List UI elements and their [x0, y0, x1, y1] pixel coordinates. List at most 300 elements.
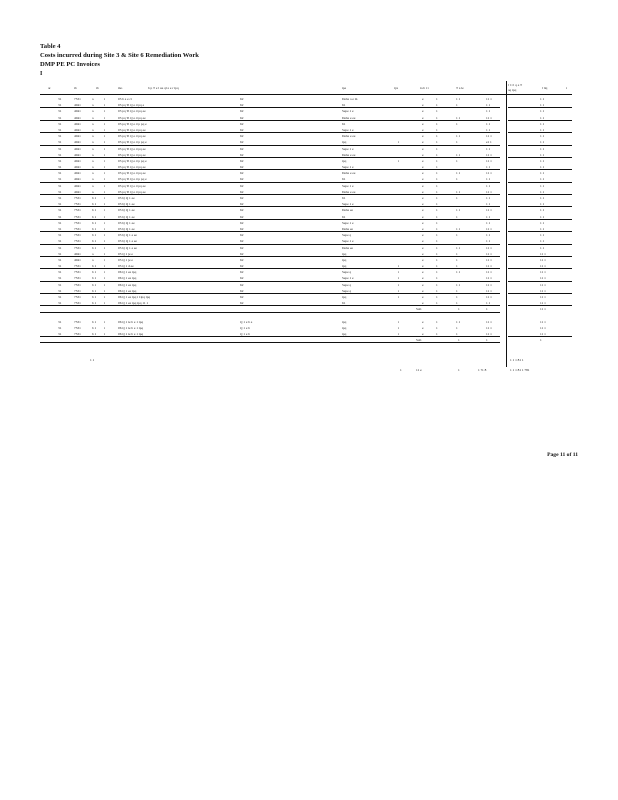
table-cell: 31 [58, 121, 62, 126]
table-cell: i [104, 103, 105, 108]
table-cell: 03 Q 1 d ee [118, 264, 134, 269]
table-cell: 03 b e e ct [118, 97, 132, 101]
table-title: Costs incurred during Site 3 & Site 6 Remediation Work [40, 52, 199, 59]
table-cell: 03 pq Ti Q e d pq ee [118, 109, 146, 114]
table-cell: 06 Q 1 ie b e 1 ipq [118, 331, 144, 336]
table-cell: 1 1 [540, 183, 545, 188]
table-cell: 1 [436, 233, 438, 238]
table-cell: 03 pq Ti Q e d p pq e [118, 158, 147, 163]
table-cell: i [104, 245, 105, 250]
table-cell: 1 1 [540, 140, 545, 145]
table-cell: 7531 [74, 239, 81, 244]
table-cell: Debe e ee [342, 152, 356, 157]
col-header: i [566, 86, 567, 90]
table-cell: 1 1 [486, 103, 491, 108]
table-cell: 1 1 [486, 127, 491, 132]
table-cell: i [104, 189, 105, 194]
table-cell: i [104, 109, 105, 114]
table-cell: 1 1 [486, 165, 491, 170]
table-cell: 7531 [74, 208, 81, 213]
table-cell: 62 [240, 97, 244, 101]
table-cell: e [422, 158, 424, 163]
table-cell: 62 [240, 245, 244, 250]
table-cell: 11 1 [486, 251, 492, 256]
table-cell: Sepe 1 e [342, 183, 354, 188]
table-cell: e [422, 189, 424, 194]
table-cell: 1 1 [540, 152, 545, 157]
table-cell: e [422, 276, 424, 281]
subtotal-cell: Sub [416, 307, 422, 312]
table-cell: 31 [58, 109, 62, 114]
table-cell: 61 [342, 214, 346, 219]
table-cell: i [398, 158, 399, 163]
table-cell: 1 [456, 288, 458, 293]
table-cell: 7531 [74, 233, 81, 238]
table-cell: 1 [456, 158, 458, 163]
table-cell: e [422, 177, 424, 182]
table-cell: 06 Q 1 ee ipq [118, 270, 137, 275]
table-cell: 31 [58, 177, 62, 182]
table-cell: 1 1 [540, 226, 545, 231]
table-cell: 62 [240, 208, 244, 213]
table-cell: 31 [58, 196, 62, 200]
table-cell: 1 [436, 103, 438, 108]
table-cell: 7531 [74, 97, 81, 101]
table-cell: 1 [436, 282, 438, 287]
table-cell: 11 1 [540, 331, 546, 336]
table-cell: 61 [342, 196, 346, 200]
table-cell: e [422, 257, 424, 262]
table-cell: 1 [456, 301, 458, 306]
table-cell: i [104, 233, 105, 238]
table-cell: 31 [58, 319, 62, 324]
table-cell: e [422, 282, 424, 287]
table-cell: e [422, 146, 424, 151]
table-cell: 11 1 [486, 319, 492, 324]
table-cell: 1 1 [540, 220, 545, 225]
table-cell: 1 [436, 171, 438, 176]
table-cell: 1 [436, 208, 438, 213]
table-cell: i [104, 134, 105, 139]
col-header: iye [394, 86, 399, 90]
table-cell: a [92, 183, 94, 188]
table-cell: 62 [240, 233, 244, 238]
table-cell: 1 [436, 177, 438, 182]
table-cell: 11 1 [486, 189, 492, 194]
table-cell: e [422, 251, 424, 256]
table-cell: b 1 [92, 325, 97, 330]
table-cell: 1 [436, 301, 438, 306]
table-cell: 7531 [74, 331, 81, 336]
table-cell: 4041 [74, 171, 81, 176]
table-cell: Sepe 1 e [342, 109, 354, 114]
table-cell: 11 1 [486, 208, 492, 213]
table-cell: 1 1 [540, 239, 545, 244]
table-cell: b 1 [92, 245, 97, 250]
table-cell: i [398, 319, 399, 324]
table-cell: b 1 [92, 319, 97, 324]
table-cell: e [422, 325, 424, 330]
table-cell: Q 1 e b [240, 325, 250, 330]
table-cell: a [92, 115, 94, 120]
table-cell: 62 [240, 288, 244, 293]
table-cell: a [92, 97, 94, 101]
table-cell: a [92, 146, 94, 151]
table-cell: Q 1 e b [240, 331, 250, 336]
col-header: ib [96, 86, 99, 90]
table-cell: Sepe q [342, 282, 352, 287]
table-cell: b 1 [92, 226, 97, 231]
table-cell: 06 Q 1 ie b e 1 ipq [118, 319, 144, 324]
table-cell: 31 [58, 251, 62, 256]
table-cell: Debe e ee [342, 189, 356, 194]
table-cell: i [104, 152, 105, 157]
table-cell: i [104, 121, 105, 126]
table-cell: 03 bj Q 1 e ee [118, 245, 137, 250]
table-cell: 1 [456, 103, 458, 108]
table-cell: 1 [436, 202, 438, 207]
table-cell: 11 1 [486, 257, 492, 262]
table-cell: 31 [58, 208, 62, 213]
table-cell: 03 pq Ti Q e d pq ee [118, 127, 146, 132]
table-cell: 7531 [74, 276, 81, 281]
table-cell: 61 [342, 103, 346, 108]
table-cell: 4041 [74, 165, 81, 170]
table-cell: ipq [342, 158, 347, 163]
table-cell: 1 1 [486, 239, 491, 244]
table-cell: 11 1 [486, 97, 492, 101]
subtotal-cell: Sub [416, 338, 422, 343]
table-cell: Sepe 1 e [342, 276, 354, 281]
table-cell: 11 1 [486, 158, 492, 163]
table-cell: 62 [240, 301, 244, 306]
table-cell: b 1 [92, 196, 97, 200]
table-cell: 1 [456, 121, 458, 126]
table-cell: b 1 [92, 264, 97, 269]
total-value: 1 [400, 368, 402, 372]
table-cell: 1 1 [486, 109, 491, 114]
table-cell: Sepe 1 e [342, 127, 354, 132]
table-cell: b 1 [92, 270, 97, 275]
table-cell: 1 1 [456, 282, 461, 287]
table-cell: 31 [58, 140, 62, 145]
table-cell: 61 [342, 121, 346, 126]
table-cell: 31 [58, 276, 62, 281]
table-cell: 62 [240, 270, 244, 275]
table-cell: 1 1 [540, 158, 545, 163]
table-cell: 31 [58, 245, 62, 250]
table-cell: 1 1 [456, 152, 461, 157]
table-cell: 1 [456, 140, 458, 145]
table-cell: 31 [58, 158, 62, 163]
table-number: Table 4 [40, 43, 61, 50]
table-cell: i [104, 288, 105, 293]
table-cell: 62 [240, 109, 244, 114]
table-cell: 03 pq Ti Q e d p pq e [118, 121, 147, 126]
subtotal-row [0, 306, 618, 312]
table-cell: e [422, 152, 424, 157]
table-cell: 7531 [74, 196, 81, 200]
table-cell: 1 1 [456, 208, 461, 213]
table-cell: 31 [58, 202, 62, 207]
table-cell: 1 [436, 115, 438, 120]
table-cell: 62 [240, 134, 244, 139]
table-cell: a [92, 140, 94, 145]
table-cell: 03 pq Ti Q e d pq ee [118, 146, 146, 151]
table-cell: 1 [456, 331, 458, 336]
table-cell: 03 pq Ti Q e d pq ee [118, 165, 146, 170]
table-cell: 31 [58, 220, 62, 225]
table-cell: 31 [58, 301, 62, 306]
table-cell: a [92, 134, 94, 139]
table-cell: i [104, 325, 105, 330]
table-cell: 4041 [74, 121, 81, 126]
table-cell: ipq [342, 264, 347, 269]
table-cell: 1 1 [486, 233, 491, 238]
table-cell: 11 1 [540, 325, 546, 330]
table-cell: b 1 [92, 301, 97, 306]
table-cell: i [104, 319, 105, 324]
table-cell: 11 1 [486, 276, 492, 281]
subtotal-cell: 1 [540, 338, 542, 343]
table-cell: 03 pq Ti Q e d pq e [118, 103, 145, 108]
table-cell: a [92, 177, 94, 182]
table-cell: i [104, 158, 105, 163]
table-cell: e [422, 245, 424, 250]
table-cell: 61 [342, 177, 346, 182]
table-cell: Q 1 e b e [240, 319, 253, 324]
table-cell: i [398, 288, 399, 293]
table-cell: e [422, 331, 424, 336]
row-divider [40, 342, 500, 343]
table-cell: 1 [436, 325, 438, 330]
table-cell: 7531 [74, 295, 81, 299]
header-mark: I [40, 71, 43, 77]
table-cell: Sepe 1 e [342, 220, 354, 225]
table-cell: 1 [456, 196, 458, 200]
table-cell: 4041 [74, 251, 81, 256]
table-cell: i [104, 270, 105, 275]
table-cell: a [92, 103, 94, 108]
table-cell: 03 pq Ti Q e d pq ee [118, 115, 146, 120]
table-cell: i [104, 183, 105, 188]
table-cell: 1 1 [456, 189, 461, 194]
table-cell: 1 [456, 257, 458, 262]
table-cell: 1 [436, 214, 438, 219]
table-cell: i [104, 208, 105, 213]
table-cell: Debe e ee [342, 134, 356, 139]
table-cell: e1 1 [486, 140, 492, 145]
table-cell: 03 Q 1 je e [118, 257, 133, 262]
table-cell: 1 [436, 152, 438, 157]
table-cell: b 1 [92, 239, 97, 244]
table-cell: 1 1 [540, 121, 545, 126]
table-cell: 1 [436, 196, 438, 200]
table-cell: 03 bj Q 1 ee [118, 208, 135, 213]
table-cell: 31 [58, 226, 62, 231]
table-cell: 62 [240, 158, 244, 163]
table-cell: 06 Q 1 ie b e 1 ipq [118, 325, 144, 330]
table-cell: 4041 [74, 177, 81, 182]
table-cell: 1 [436, 158, 438, 163]
table-cell: e [422, 319, 424, 324]
table-cell: i [104, 257, 105, 262]
table-cell: Debe ee [342, 208, 354, 213]
table-cell: 1 1 [486, 196, 491, 200]
table-cell: 03 pq Ti Q e d p pq e [118, 177, 147, 182]
table-cell: 11 1 [540, 288, 546, 293]
table-cell: 62 [240, 140, 244, 145]
table-cell: 62 [240, 276, 244, 281]
col-header: b p T e l ue ql a e r ipq [148, 86, 179, 90]
table-cell: 1 [436, 183, 438, 188]
total-value: 1 ?1 8 [478, 368, 487, 372]
table-cell: 03 Q 1 je e [118, 251, 133, 256]
table-cell: b 1 [92, 276, 97, 281]
table-cell: 7531 [74, 288, 81, 293]
table-cell: 7531 [74, 214, 81, 219]
table-cell: 1 [436, 239, 438, 244]
table-cell: 11 1 [486, 134, 492, 139]
table-cell: 11 1 [486, 171, 492, 176]
table-cell: a [92, 158, 94, 163]
table-cell: 61 [342, 301, 346, 306]
table-cell: 1 [436, 226, 438, 231]
table-cell: 31 [58, 115, 62, 120]
table-cell: b 1 [92, 214, 97, 219]
table-cell: 06 Q 1 ee ipq ipq 11 1 [118, 301, 149, 306]
table-cell: a [92, 152, 94, 157]
table-cell: 03 bj Q 1 e ee [118, 239, 137, 244]
table-cell: e [422, 127, 424, 132]
table-cell: 62 [240, 282, 244, 287]
table-cell: i [104, 282, 105, 287]
table-cell: 03 pq Ti Q e d p pq e [118, 140, 147, 145]
table-cell: 1 [456, 264, 458, 269]
table-cell: 1 [456, 251, 458, 256]
table-cell: e [422, 239, 424, 244]
table-cell: 62 [240, 226, 244, 231]
table-cell: b 1 [92, 295, 97, 299]
subtotal-cell: 1 [458, 307, 460, 312]
table-cell: e [422, 202, 424, 207]
table-cell: 62 [240, 239, 244, 244]
table-cell: 1 1 [540, 202, 545, 207]
table-cell: i [104, 264, 105, 269]
subtotal-cell: 1 [486, 307, 488, 312]
table-cell: i [104, 196, 105, 200]
col-header: ib [74, 86, 77, 90]
page-number: Page 11 of 11 [547, 452, 578, 458]
table-cell: 7531 [74, 202, 81, 207]
table-cell: 1 [456, 295, 458, 299]
table-cell: 11 1 [540, 264, 546, 269]
table-cell: b 1 [92, 202, 97, 207]
subtotal-cell: 1 [458, 338, 460, 343]
table-cell: 1 1 [486, 146, 491, 151]
table-cell: e [422, 134, 424, 139]
table-cell: 11 1 [486, 295, 492, 299]
table-cell: i [398, 325, 399, 330]
total-value: 1 1 1 81 1 781 [510, 368, 530, 372]
table-cell: e [422, 115, 424, 120]
subtotal-cell: 11 1 [540, 307, 546, 312]
table-cell: e [422, 208, 424, 213]
table-cell: e [422, 121, 424, 126]
table-cell: 1 1 [540, 233, 545, 238]
table-cell: 62 [240, 196, 244, 200]
table-cell: ipq [342, 325, 347, 330]
table-cell: ipq [342, 319, 347, 324]
table-cell: i [104, 251, 105, 256]
table-cell: 7531 [74, 270, 81, 275]
table-cell: ipq [342, 140, 347, 145]
table-cell: 11 1 [540, 301, 546, 306]
table-cell: 11 1 [540, 295, 546, 299]
table-cell: 1 1 [486, 301, 491, 306]
table-cell: b 1 [92, 331, 97, 336]
table-cell: 1 [436, 140, 438, 145]
table-cell: 11 1 [486, 264, 492, 269]
table-cell: 62 [240, 146, 244, 151]
table-cell: 62 [240, 121, 244, 126]
table-cell: Debe ee [342, 226, 354, 231]
table-cell: 1 [436, 270, 438, 275]
table-cell: 31 [58, 97, 62, 101]
table-cell: i [398, 270, 399, 275]
table-cell: 1 1 [486, 183, 491, 188]
table-cell: e [422, 264, 424, 269]
table-cell: 1 [456, 177, 458, 182]
table-cell: e [422, 140, 424, 145]
table-cell: 31 [58, 171, 62, 176]
table-cell: 1 1 [486, 121, 491, 126]
table-cell: 1 1 [540, 97, 545, 101]
table-cell: 31 [58, 152, 62, 157]
table-cell: 31 [58, 331, 62, 336]
table-cell: e [422, 165, 424, 170]
table-cell: 4041 [74, 115, 81, 120]
table-cell: 06 Q 1 ee ipq [118, 276, 137, 281]
table-cell: 31 [58, 134, 62, 139]
table-cell: 4041 [74, 140, 81, 145]
table-cell: 62 [240, 115, 244, 120]
col-header: aq ipq [508, 88, 517, 92]
table-cell: 62 [240, 220, 244, 225]
table-cell: 11 1 [540, 319, 546, 324]
table-cell: 1 1 [456, 245, 461, 250]
table-cell: 1 [436, 97, 438, 101]
table-cell: 11 1 [486, 245, 492, 250]
table-cell: 4041 [74, 134, 81, 139]
table-cell: 1 [436, 146, 438, 151]
table-cell: 31 [58, 103, 62, 108]
table-cell: 11 1 [486, 288, 492, 293]
table-cell: 1 1 [540, 171, 545, 176]
table-cell: 1 [436, 245, 438, 250]
table-cell: 1 1 [456, 134, 461, 139]
table-cell: Sepe q [342, 233, 352, 238]
table-cell: i [398, 282, 399, 287]
table-cell: 31 [58, 165, 62, 170]
table-cell: Debe ee [342, 245, 354, 250]
table-cell: e [422, 226, 424, 231]
table-cell: 1 [436, 295, 438, 299]
table-cell: a [92, 121, 94, 126]
table-cell: 1 1 [456, 171, 461, 176]
table-cell: 31 [58, 295, 62, 299]
table-cell: 1 1 [540, 189, 545, 194]
